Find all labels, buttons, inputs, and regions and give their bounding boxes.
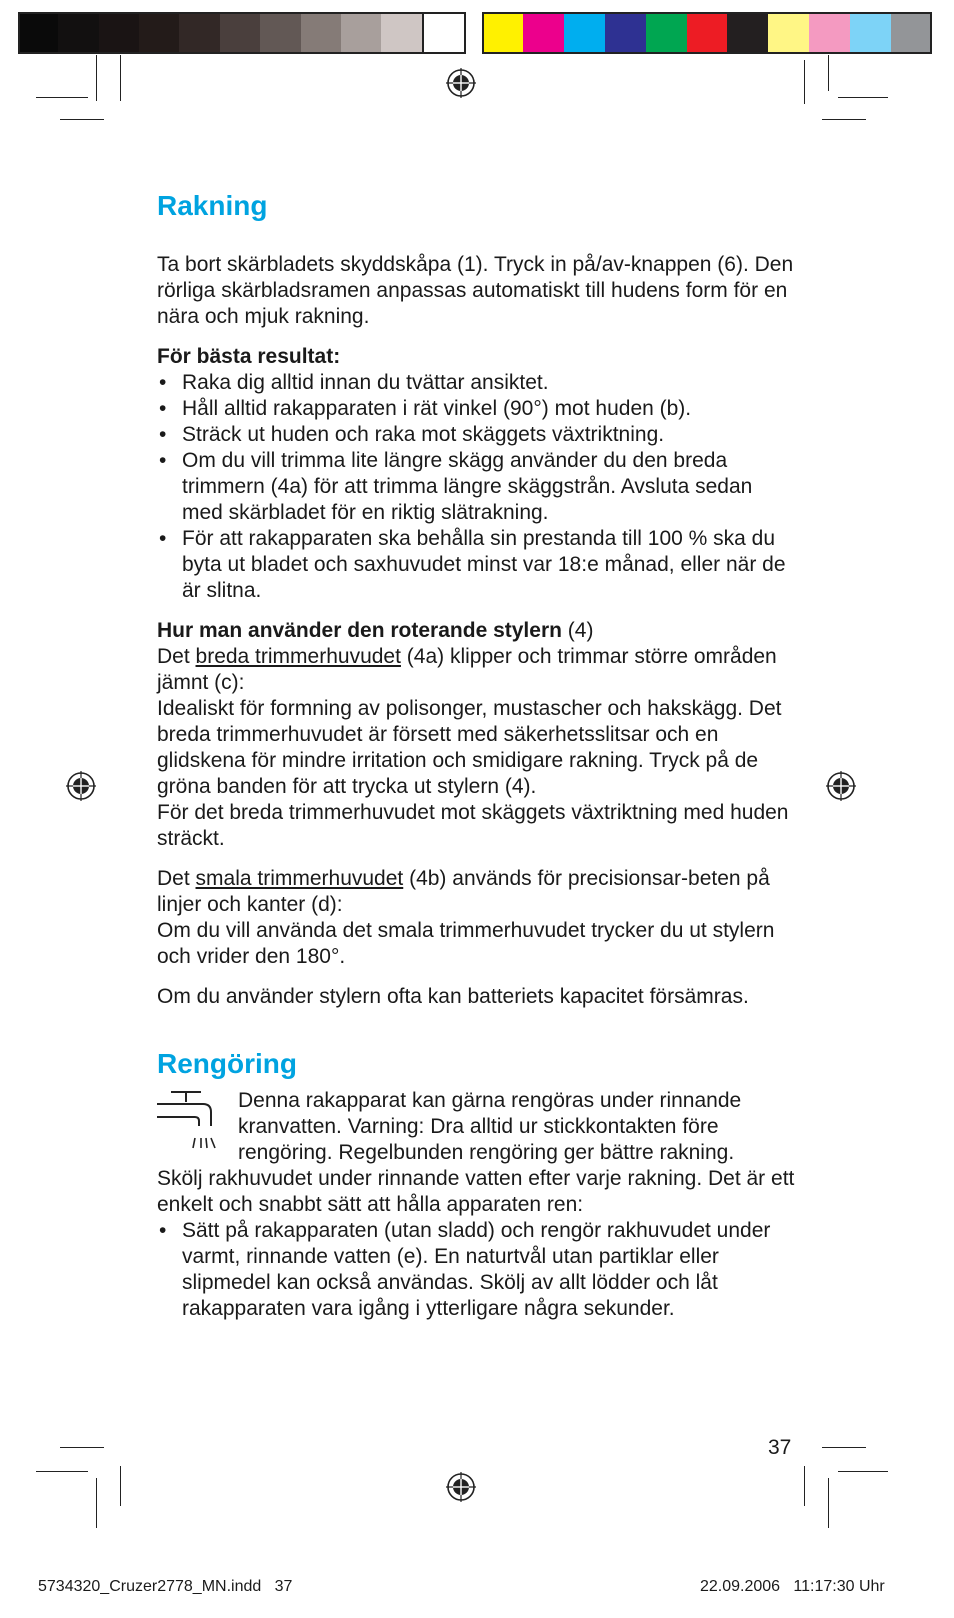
wide-post-text: (4a) klipper och trimmar större områden jämnt (c):	[157, 645, 777, 694]
list-item: • Sätt på rakapparaten (utan sladd) och rengör rakhuvudet under varmt, rinnande vatten (e). En naturtvål utan partiklar eller slipmedel kan också användas. Skölj av allt lödder och låt rakapparaten vara igång i ytterligare några sekunder.	[157, 1218, 797, 1322]
color-swatch	[260, 12, 300, 54]
registration-mark-icon	[446, 68, 476, 98]
list-item: • Håll alltid rakapparaten i rät vinkel (90°) mot huden (b).	[157, 396, 797, 422]
registration-mark-icon	[826, 771, 856, 801]
styler-title-line	[157, 618, 797, 644]
color-swatch	[179, 12, 219, 54]
wide-trimmer-direction: För det breda trimmerhuvudet mot skäggets växtriktning med huden sträckt.	[157, 801, 789, 850]
color-swatch	[564, 12, 605, 54]
crop-mark	[96, 1478, 97, 1528]
color-swatch	[687, 12, 728, 54]
best-results-label: För bästa resultat:	[157, 345, 341, 368]
battery-note: Om du använder stylern ofta kan batteriets kapacitet försämras.	[157, 985, 749, 1008]
wide-pre-text: Det	[157, 645, 196, 668]
crop-mark	[96, 55, 97, 101]
color-swatch	[18, 12, 58, 54]
crop-mark	[36, 97, 88, 98]
crop-mark	[828, 55, 829, 91]
section-heading-rengoring: Rengöring	[157, 1048, 297, 1079]
cleaning-intro-block	[157, 1088, 797, 1166]
best-results-list	[157, 370, 797, 604]
color-swatch	[727, 12, 768, 54]
list-item: • Raka dig alltid innan du tvättar ansiktet.	[157, 370, 797, 396]
crop-mark	[804, 60, 805, 104]
styler-ref: (4)	[561, 619, 594, 642]
crop-mark	[804, 1466, 805, 1506]
color-swatch	[220, 12, 260, 54]
styler-title: Hur man använder den roterande stylern	[157, 619, 562, 642]
crop-mark	[838, 97, 888, 98]
color-swatch	[809, 12, 850, 54]
crop-mark	[36, 1471, 88, 1472]
crop-mark	[838, 1471, 888, 1472]
water-faucet-icon	[157, 1090, 221, 1156]
crop-mark	[120, 55, 121, 101]
shaving-intro: Ta bort skärbladets skyddskåpa (1). Tryck in på/av-knappen (6). Den rörliga skärbladsramen anpassas automatiskt till hudens form för en nära och mjuk rakning.	[157, 253, 794, 328]
color-calibration-bar	[482, 12, 932, 54]
page-number: 37	[768, 1436, 792, 1459]
crop-mark	[828, 1478, 829, 1528]
color-swatch	[381, 12, 421, 54]
color-swatch	[58, 12, 98, 54]
rinse-instruction: Skölj rakhuvudet under rinnande vatten efter varje rakning. Det är ett enkelt och snabbt sätt att hålla apparaten ren:	[157, 1167, 795, 1216]
crop-mark	[822, 119, 866, 120]
list-item: • Sträck ut huden och raka mot skäggets växtriktning.	[157, 422, 797, 448]
cleaning-intro: Denna rakapparat kan gärna rengöras under rinnande kranvatten. Varning: Dra alltid ur stickkontakten före rengöring. Regelbunden rengöring ger bättre rakning.	[157, 1088, 797, 1166]
page-content	[157, 188, 797, 1322]
crop-mark	[60, 119, 104, 120]
crop-mark	[120, 1466, 121, 1506]
color-swatch	[523, 12, 564, 54]
list-item: • Om du vill trimma lite längre skägg använder du den breda trimmern (4a) för att trimma längre skäggstrån. Avsluta sedan med skärbladet för en riktig slätrakning.	[157, 448, 797, 526]
color-swatch	[301, 12, 341, 54]
slug-filename: 5734320_Cruzer2778_MN.indd 37	[38, 1578, 293, 1595]
color-swatch	[605, 12, 646, 54]
narrow-trimmer-line	[157, 866, 797, 918]
color-swatch	[482, 12, 523, 54]
crop-mark	[822, 1447, 866, 1448]
registration-mark-icon	[66, 771, 96, 801]
wide-trimmer-term: breda trimmerhuvudet	[195, 645, 401, 668]
color-swatch	[422, 12, 466, 54]
section-heading-rakning: Rakning	[157, 190, 268, 221]
narrow-trimmer-description: Om du vill använda det smala trimmerhuvudet trycker du ut stylern och vrider den 180°.	[157, 919, 775, 968]
narrow-pre-text: Det	[157, 867, 196, 890]
color-swatch	[99, 12, 139, 54]
narrow-post-text: (4b) används för precisionsar-beten på linjer och kanter (d):	[157, 867, 770, 916]
color-swatch	[646, 12, 687, 54]
color-swatch	[850, 12, 891, 54]
color-swatch	[139, 12, 179, 54]
list-item: • För att rakapparaten ska behålla sin prestanda till 100 % ska du byta ut bladet och saxhuvudet minst var 18:e månad, eller när de är slitna.	[157, 526, 797, 604]
grayscale-calibration-bar	[18, 12, 466, 54]
color-swatch	[341, 12, 381, 54]
color-swatch	[768, 12, 809, 54]
wide-trimmer-line	[157, 644, 797, 696]
cleaning-list	[157, 1218, 797, 1322]
narrow-trimmer-term: smala trimmerhuvudet	[195, 867, 404, 890]
crop-mark	[60, 1447, 104, 1448]
wide-trimmer-description: Idealiskt för formning av polisonger, mustascher och hakskägg. Det breda trimmerhuvudet är försett med säkerhetsslitsar och en glidskena för mindre irritation och smidigare rakning. Tryck på de gröna banden för att trycka ut stylern (4).	[157, 697, 782, 798]
color-swatch	[891, 12, 932, 54]
registration-mark-icon	[446, 1472, 476, 1502]
slug-timestamp: 22.09.2006 11:17:30 Uhr	[700, 1578, 885, 1595]
